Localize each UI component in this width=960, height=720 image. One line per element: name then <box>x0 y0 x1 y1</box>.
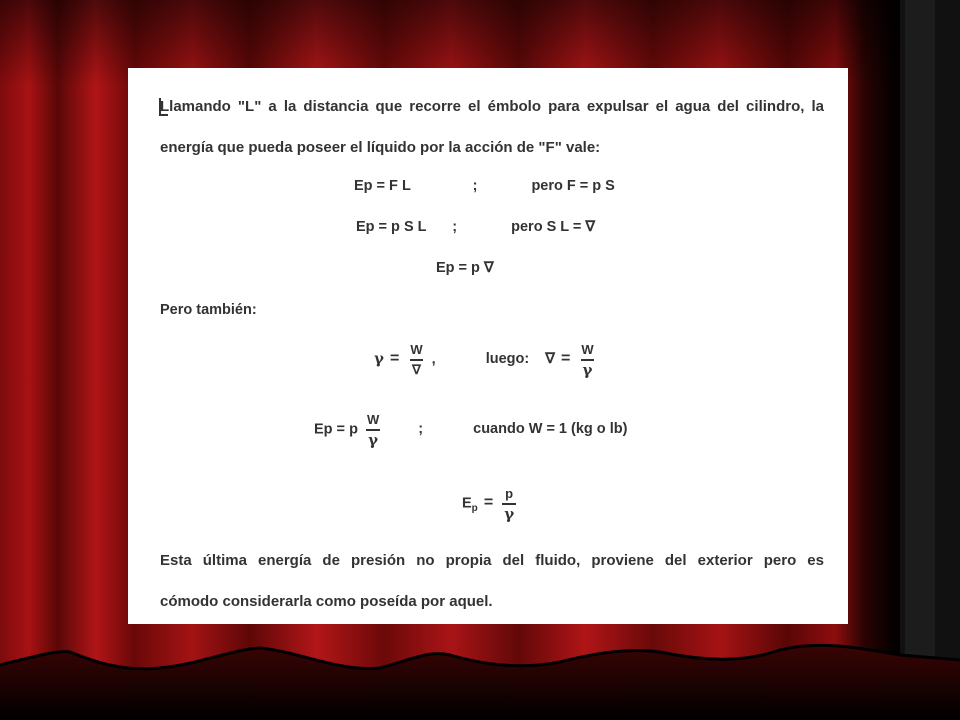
pero-tambien-label: Pero también: <box>160 302 257 318</box>
document-image-card <box>128 68 848 624</box>
equation-3: Ep = p ∇ <box>436 260 494 276</box>
equation-5: Ep = p $\frac{W}{\gamma}$ ; cuando W = 1 (kg o lb) <box>314 412 628 449</box>
paragraph-2-line-2: cómodo considerarla como poseída por aquel. <box>160 593 493 610</box>
equation-1: Ep = F L ; pero F = p S <box>354 178 615 194</box>
equation-2: Ep = p S L ; pero S L = ∇ <box>356 219 596 235</box>
equation-4: γ = $\frac{W}{\nabla}$ , luego: ∇ = $\frac{W}{\gamma}$ <box>374 342 594 379</box>
fraction-w-over-gamma: $\frac{W}{\gamma}$ <box>581 342 594 379</box>
fraction-p-over-gamma: $\frac{p}{\gamma}$ <box>504 486 515 523</box>
paragraph-1-line-2: energía que pueda poseer el líquido por la acción de "F" vale: <box>160 139 601 156</box>
fraction-w-over-gamma-2: $\frac{W}{\gamma}$ <box>366 412 380 449</box>
fraction-w-over-nabla: $\frac{W}{\nabla}$ <box>410 342 423 377</box>
equation-6: $E_p$ = $\frac{p}{\gamma}$ <box>462 486 515 523</box>
paragraph-1-line-1: Llamando "L" a la distancia que recorre el émbolo para expulsar el agua del cilindro, la <box>160 98 824 115</box>
paragraph-2-line-1: Esta última energía de presión no propia del fluido, proviene del exterior pero es <box>160 552 824 569</box>
